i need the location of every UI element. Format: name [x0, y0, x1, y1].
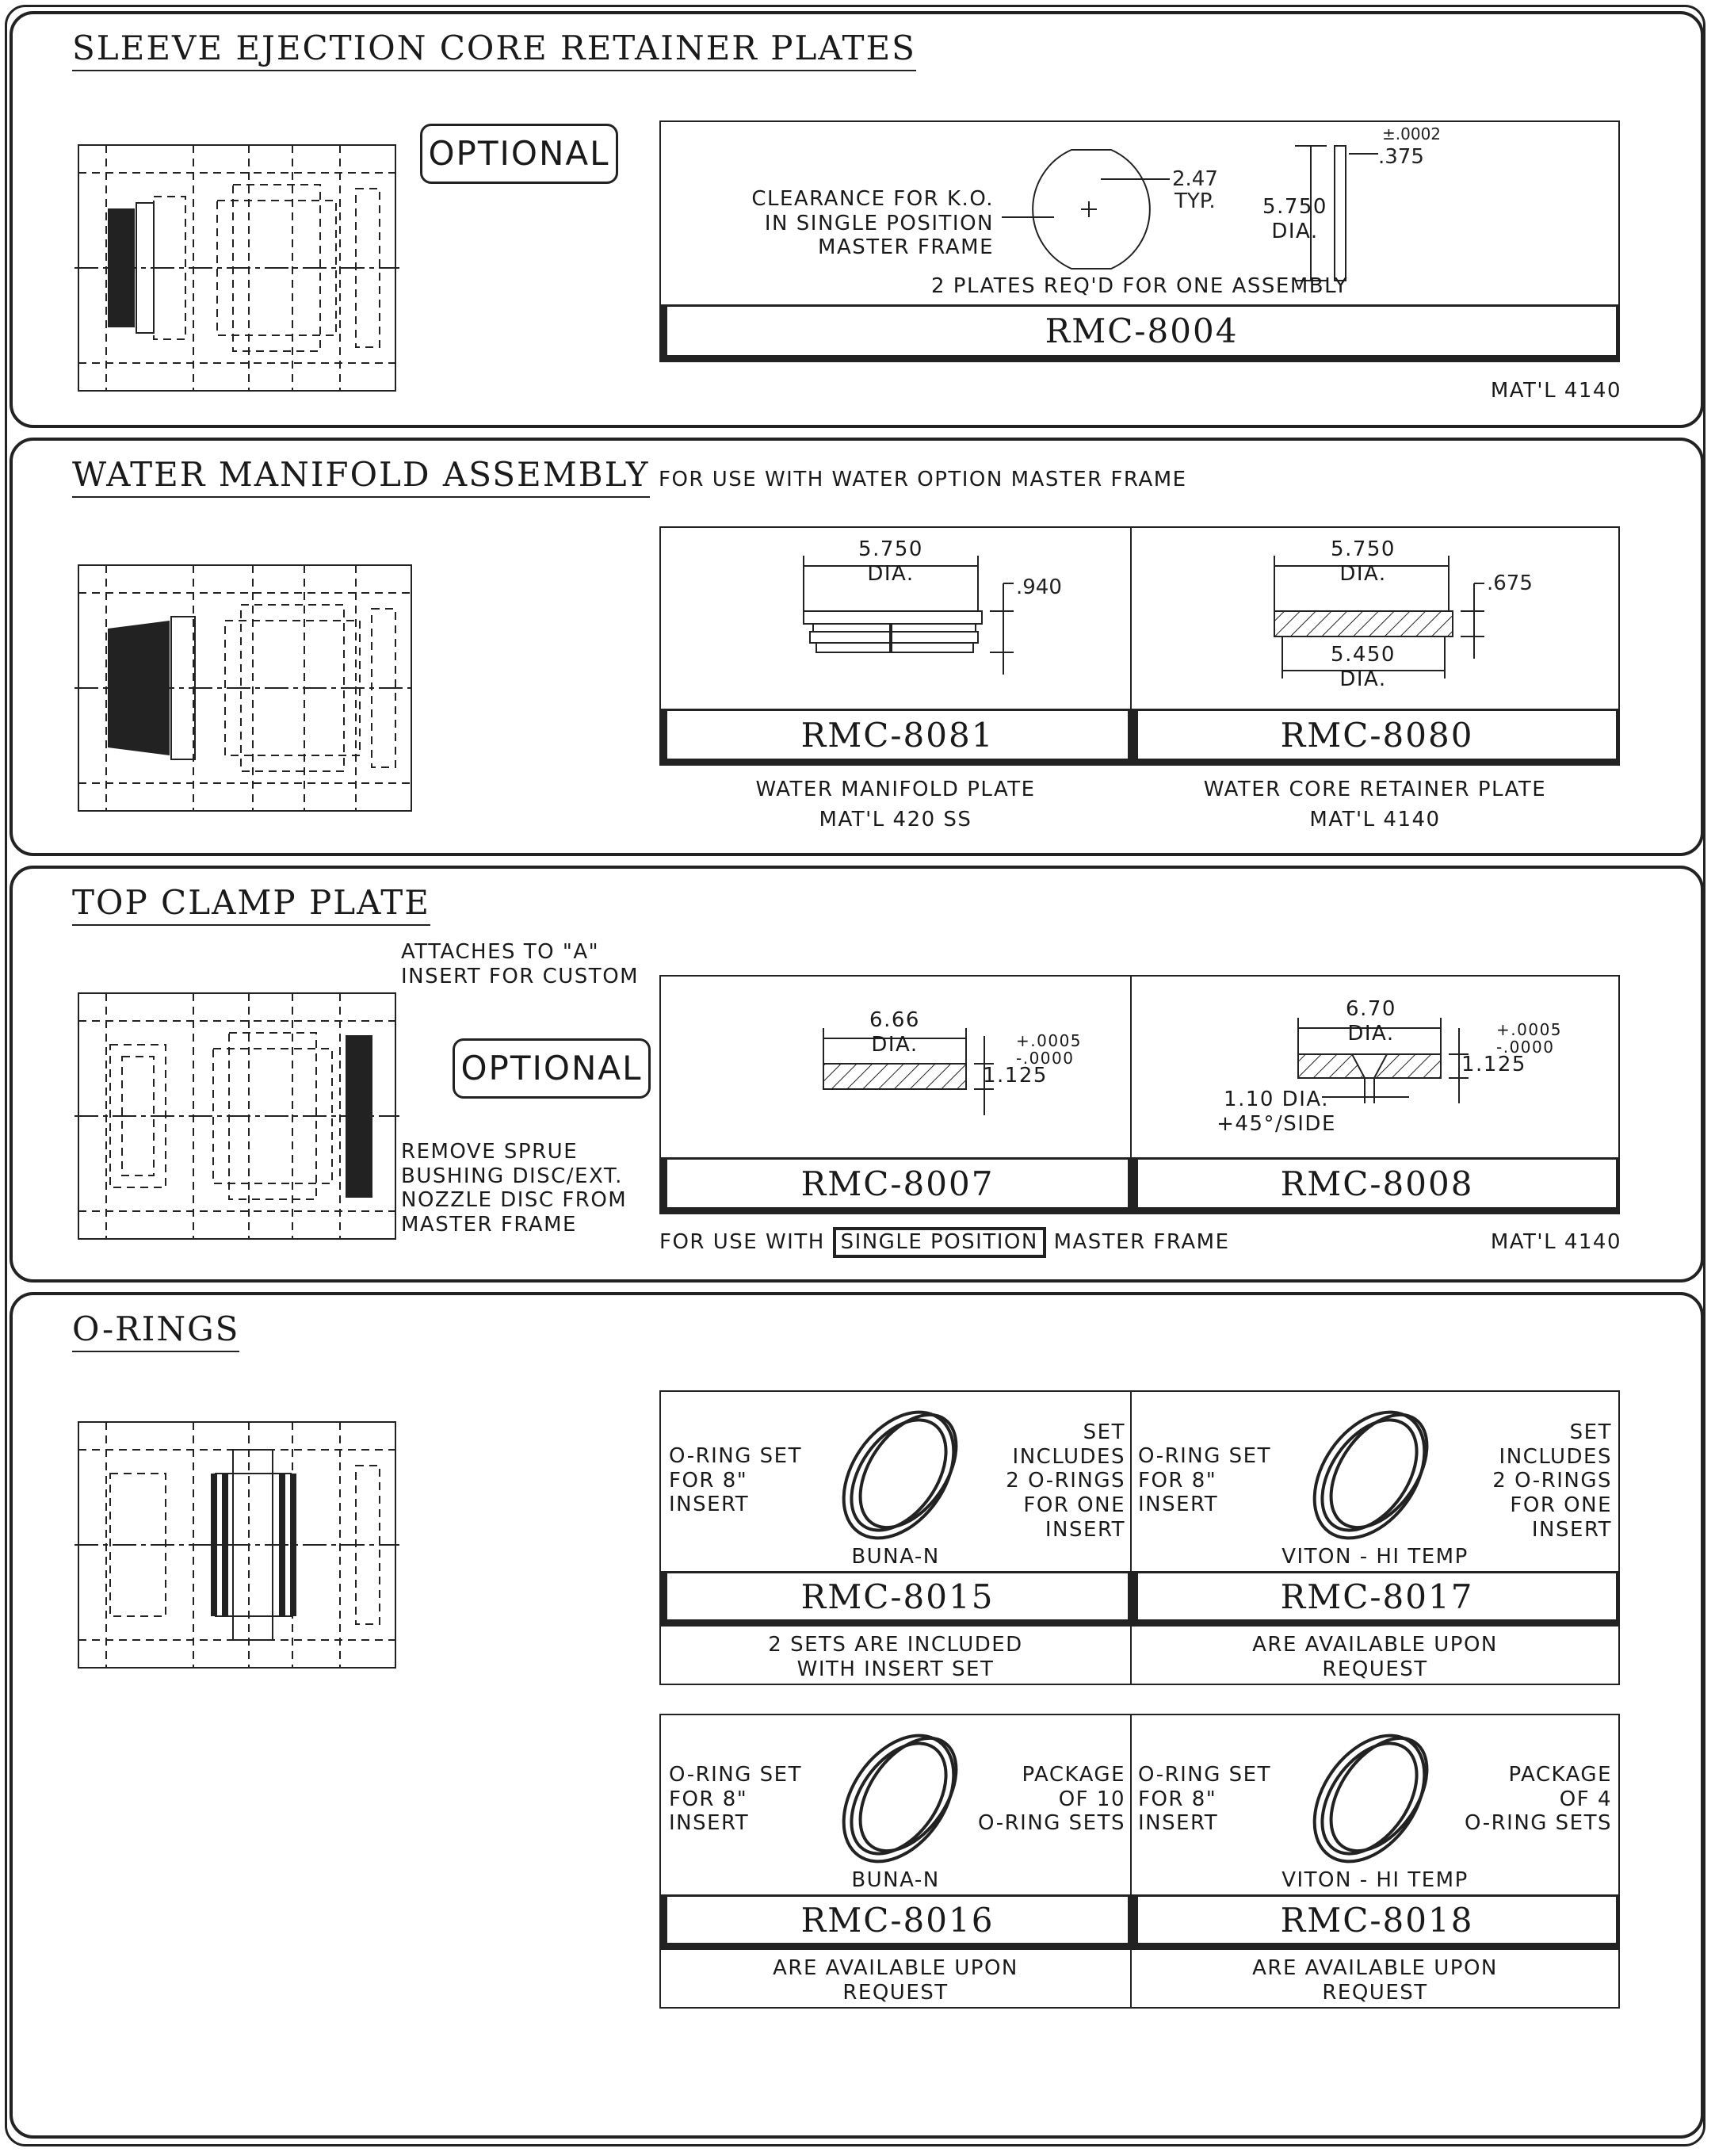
height-dimension: .940: [1016, 575, 1062, 599]
thickness-tolerance: +.0005 -.0000: [1016, 1031, 1083, 1068]
part-number: RMC-8016: [661, 1894, 1130, 1950]
oring-right-text: PACKAGE OF 4 O-RING SETS: [1465, 1763, 1612, 1836]
oring-material: BUNA-N: [851, 1545, 940, 1569]
oring-material: VITON - HI TEMP: [1281, 1545, 1469, 1569]
part-number: RMC-8015: [661, 1571, 1130, 1627]
usage-note: [659, 1227, 1230, 1258]
section-subtitle: FOR USE WITH WATER OPTION MASTER FRAME: [659, 468, 1187, 491]
bore-dimension: 1.10 DIA. +45°/SIDE: [1217, 1088, 1336, 1136]
section-o-rings: [10, 1292, 1704, 2139]
oring-card-rmc-8016: [659, 1714, 1132, 2009]
oring-card-rmc-8018: [1130, 1714, 1620, 2009]
part-card-rmc-8007: [659, 975, 1132, 1214]
part-card-rmc-8081: [659, 526, 1132, 766]
flat-dimension: 2.47: [1172, 167, 1218, 191]
mold-schematic: [74, 141, 399, 395]
optional-badge: OPTIONAL: [420, 124, 618, 184]
usage-prefix: FOR USE WITH: [659, 1230, 825, 1254]
oring-caption: ARE AVAILABLE UPON REQUEST: [1252, 1633, 1498, 1681]
part-number: RMC-8080: [1132, 709, 1618, 766]
thickness-dimension: 1.125: [1461, 1053, 1526, 1076]
oring-caption: ARE AVAILABLE UPON REQUEST: [773, 1956, 1018, 2005]
quantity-note: 2 PLATES REQ'D FOR ONE ASSEMBLY: [930, 274, 1349, 298]
oring-left-text: O-RING SET FOR 8" INSERT: [669, 1763, 802, 1836]
part-number: RMC-8008: [1132, 1157, 1618, 1214]
thickness-dimension: .375: [1378, 145, 1424, 169]
diameter-dimension: 6.66 DIA.: [869, 1008, 920, 1057]
part-card-rmc-8004: [659, 120, 1620, 362]
mold-schematic: [74, 989, 399, 1243]
clamp-plate-drawing: [661, 977, 1130, 1159]
part-caption-rmc-8080: WATER CORE RETAINER PLATE MAT'L 4140: [1203, 778, 1547, 831]
flat-dimension-note: TYP.: [1175, 189, 1216, 213]
oring-left-text: O-RING SET FOR 8" INSERT: [1138, 1763, 1271, 1836]
material-note: MAT'L 4140: [1490, 1230, 1621, 1254]
oring-card-rmc-8015: [659, 1390, 1132, 1685]
oring-caption: ARE AVAILABLE UPON REQUEST: [1252, 1956, 1498, 2005]
section-water-manifold: [10, 438, 1704, 856]
section-title: TOP CLAMP PLATE: [72, 886, 430, 926]
mold-schematic: [74, 1418, 399, 1672]
usage-framed: SINGLE POSITION: [833, 1227, 1046, 1258]
thickness-tolerance: ±.0002: [1382, 124, 1442, 143]
oring-left-text: O-RING SET FOR 8" INSERT: [669, 1444, 802, 1517]
part-number: RMC-8017: [1132, 1571, 1618, 1627]
height-dimension: .675: [1487, 571, 1533, 595]
diameter-dimension: 5.750 DIA.: [1262, 195, 1327, 243]
mold-schematic: [74, 561, 415, 815]
oring-right-text: SET INCLUDES 2 O-RINGS FOR ONE INSERT: [1492, 1420, 1612, 1542]
oring-material: BUNA-N: [851, 1868, 940, 1892]
remove-note: REMOVE SPRUE BUSHING DISC/EXT. NOZZLE DISC FROM MASTER FRAME: [401, 1140, 628, 1237]
thickness-tolerance: +.0005 -.0000: [1496, 1020, 1563, 1057]
section-title: O-RINGS: [72, 1313, 239, 1352]
part-card-rmc-8080: [1130, 526, 1620, 766]
usage-suffix: MASTER FRAME: [1053, 1230, 1230, 1254]
section-top-clamp-plate: [10, 866, 1704, 1283]
oring-material: VITON - HI TEMP: [1281, 1868, 1469, 1892]
optional-badge: OPTIONAL: [453, 1038, 651, 1099]
thickness-dimension: 1.125: [983, 1064, 1048, 1088]
part-number: RMC-8018: [1132, 1894, 1618, 1950]
part-number: RMC-8081: [661, 709, 1130, 766]
oring-right-text: PACKAGE OF 10 O-RING SETS: [978, 1763, 1125, 1836]
diameter-dimension: 5.750 DIA.: [858, 537, 923, 586]
section-sleeve-ejection: [10, 11, 1704, 428]
part-caption-rmc-8081: WATER MANIFOLD PLATE MAT'L 420 SS: [755, 778, 1036, 831]
part-number: RMC-8004: [661, 304, 1618, 362]
part-card-rmc-8008: [1130, 975, 1620, 1214]
section-title: SLEEVE EJECTION CORE RETAINER PLATES: [72, 32, 916, 71]
oring-right-text: SET INCLUDES 2 O-RINGS FOR ONE INSERT: [1006, 1420, 1125, 1542]
attach-note: ATTACHES TO "A" INSERT FOR CUSTOM: [401, 940, 640, 988]
part-number: RMC-8007: [661, 1157, 1130, 1214]
oring-caption: 2 SETS ARE INCLUDED WITH INSERT SET: [768, 1633, 1023, 1681]
inner-diameter-dimension: 5.450 DIA.: [1331, 643, 1396, 691]
diameter-dimension: 5.750 DIA.: [1331, 537, 1396, 586]
material-note: MAT'L 4140: [1490, 379, 1621, 403]
clearance-note: CLEARANCE FOR K.O. IN SINGLE POSITION MASTER FRAME: [751, 187, 994, 260]
oring-left-text: O-RING SET FOR 8" INSERT: [1138, 1444, 1271, 1517]
section-title: WATER MANIFOLD ASSEMBLY: [72, 458, 650, 498]
diameter-dimension: 6.70 DIA.: [1346, 997, 1396, 1046]
oring-card-rmc-8017: [1130, 1390, 1620, 1685]
